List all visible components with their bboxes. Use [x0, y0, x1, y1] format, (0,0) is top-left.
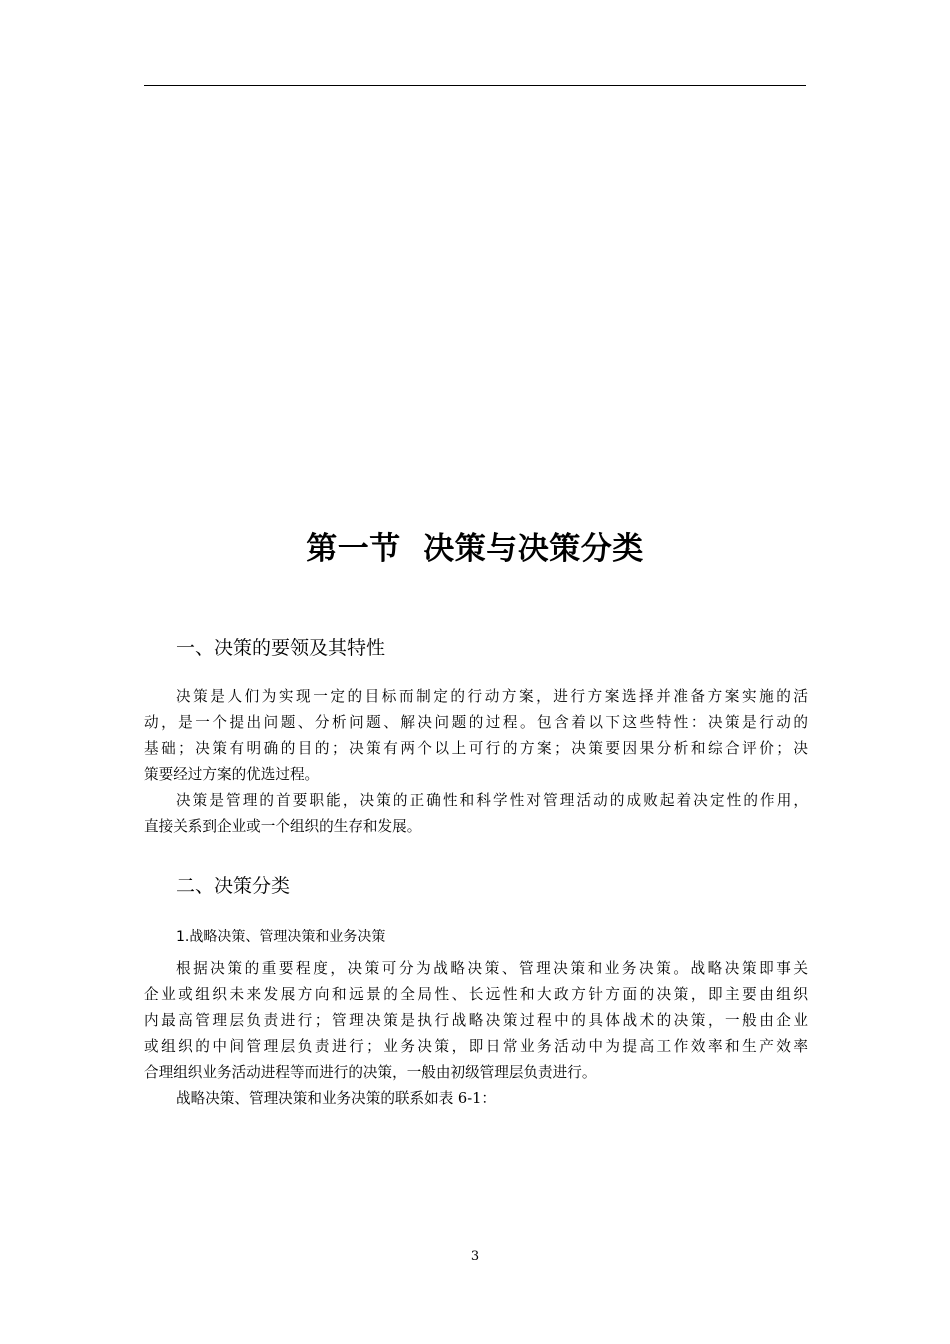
subheading-strategic-management-operational: 1.战略决策、管理决策和业务决策 [176, 929, 386, 945]
page-number: 3 [470, 1249, 480, 1264]
paragraph-line: 直接关系到企业或一个组织的生存和发展。 [144, 818, 422, 835]
paragraph-line: 动，是一个提出问题、分析问题、解决问题的过程。包含着以下这些特性：决策是行动的 [144, 714, 808, 731]
paragraph-line: 基础；决策有明确的目的；决策有两个以上可行的方案；决策要因果分析和综合评价；决 [144, 740, 808, 757]
paragraph-table-reference: 战略决策、管理决策和业务决策的联系如表 6-1： [176, 1090, 497, 1107]
paragraph-line: 决策是人们为实现一定的目标而制定的行动方案，进行方案选择并准备方案实施的活 [176, 688, 808, 705]
header-rule [144, 85, 806, 86]
paragraph-line: 合理组织业务活动进程等而进行的决策，一般由初级管理层负责进行。 [144, 1064, 597, 1081]
paragraph-line: 企业或组织未来发展方向和远景的全局性、长远性和大政方针方面的决策，即主要由组织 [144, 986, 808, 1003]
heading-decision-classification: 二、决策分类 [176, 875, 291, 897]
paragraph-line: 策要经过方案的优选过程。 [144, 766, 320, 783]
paragraph-line: 决策是管理的首要职能，决策的正确性和科学性对管理活动的成败起着决定性的作用， [176, 792, 808, 809]
heading-concept-and-characteristics: 一、决策的要领及其特性 [176, 637, 386, 659]
paragraph-line: 内最高管理层负责进行；管理决策是执行战略决策过程中的具体战术的决策，一般由企业 [144, 1012, 808, 1029]
section-title: 第一节 决策与决策分类 [306, 531, 644, 567]
paragraph-line: 或组织的中间管理层负责进行；业务决策，即日常业务活动中为提高工作效率和生产效率 [144, 1038, 808, 1055]
paragraph-line: 根据决策的重要程度，决策可分为战略决策、管理决策和业务决策。战略决策即事关 [176, 960, 808, 977]
